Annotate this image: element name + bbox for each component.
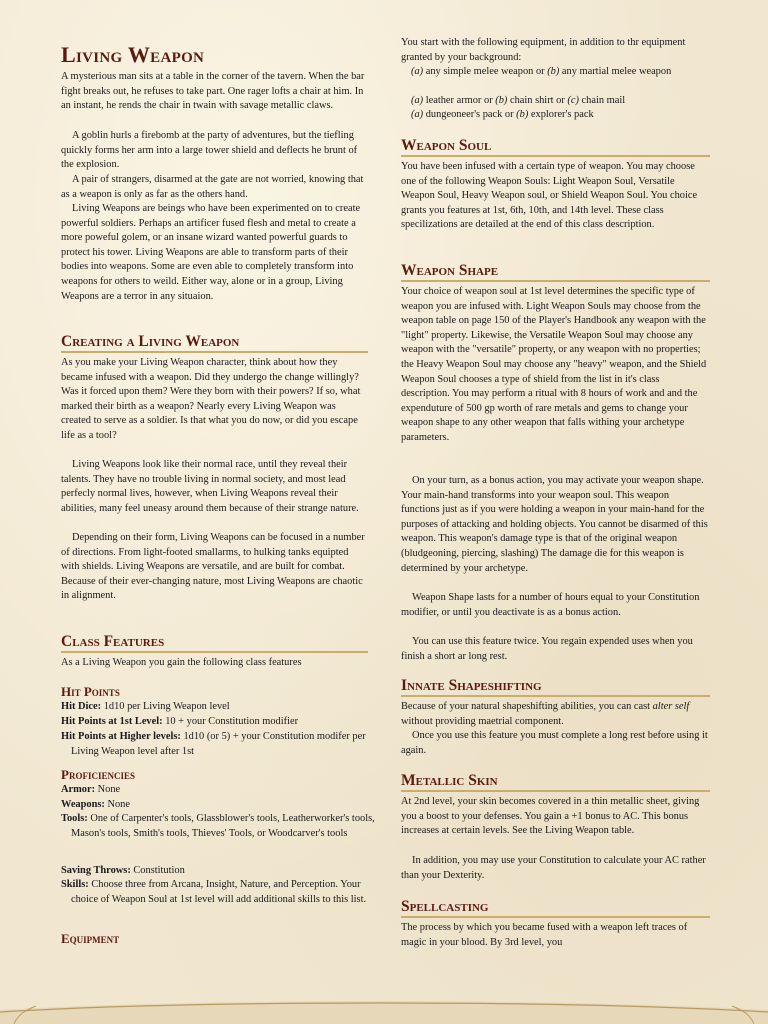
page-title: Living Weapon [61, 42, 205, 67]
weapons-line: Weapons: None [61, 799, 130, 810]
metallic-paragraph-2: In addition, you may use your Constitution to calculate your AC rather than your Dexterity. [401, 855, 706, 881]
skills-line: Skills: Choose three from Arcana, Insight, Nature, and Perception. Your choice of Weapon Soul at 1st level will add additional skills to this list. [61, 879, 367, 905]
class-features-text: As a Living Weapon you gain the following class features [61, 657, 302, 668]
page-footer-ornament [0, 994, 768, 1024]
creating-paragraph-1: As you make your Living Weapon character, think about how they became infused with a weapon. Did they undergo the change willingly? Was it forced upon them? Were they born with their powers? If so, what marked their birth as a weapon? Nearly every Living Weapon was created to serve as a soldier. Is that what you do now, or did you escape life as a tool? [61, 357, 361, 441]
weapon-shape-paragraph-1: Your choice of weapon soul at 1st level determines the specific type of weapon you are infused with. Light Weapon Souls may choose from the weapon table on page 150 of the Player's Handbook any weapon with the "light" property. Likewise, the Versatile Weapon Soul may choose any weapon with the "versatile" property, or any weapon with no properties; the Heavy Weapon Soul may choose any "heavy" weapon, and the Shield Weapon Soul chooses a type of shield from the list in it's class description. You may perform a ritual with 8 hours of work and and the expenduture of 500 gp worth of rare metals and gems to change your weapon shape to any other weapon that falls withing your archetype parameters. [401, 286, 707, 443]
subheading-hit-points: Hit Points [61, 684, 120, 699]
intro-paragraph-4: Living Weapons are beings who have been experimented on to create powerful soldiers. Perhaps an artificer fused flesh and metal to create a more poweful golem, or an insane wizard wanted powerful guards to protect his tower. Living Weapons are able to transform parts of their bodies into weapons. Some are even able to completely transform into weapons for others to weild. Either way, alone or in a group, Living Weapons are a terror in any situaion. [61, 203, 361, 302]
equipment-intro: You start with the following equipment, in addition to thr equipment granted by your background: [401, 37, 686, 63]
intro-paragraph-2: A goblin hurls a firebomb at the party of adventures, but the tiefling quickly forms her arm into a large tower shield and deflects he brunt of the explosion. [61, 130, 358, 171]
section-heading-weapon-soul: Weapon Soul [401, 137, 710, 157]
section-heading-class-features: Class Features [61, 633, 368, 653]
tools-line: Tools: One of Carpenter's tools, Glassblower's tools, Leatherworker's tools, Mason's tools, Smith's tools, Thieves' Tools, or Woodcarver's tools [61, 813, 375, 839]
spellcasting-text: The process by which you became fused with a weapon left traces of magic in your blood. By 3rd level, you [401, 922, 688, 948]
intro-paragraph-1: A mysterious man sits at a table in the corner of the tavern. When the bar fight breaks out, he refuses to take part. One rager lofts a chair at him. In an instant, he rends the chair in twain with savage metallic claws. [61, 71, 365, 112]
section-heading-spellcasting: Spellcasting [401, 898, 710, 918]
section-heading-metallic-skin: Metallic Skin [401, 772, 710, 792]
hit-points-first-line: Hit Points at 1st Level: 10 + your Constitution modifier [61, 716, 299, 727]
section-heading-weapon-shape: Weapon Shape [401, 262, 710, 282]
creating-paragraph-2: Living Weapons look like their normal race, until they reveal their talents. They have no trouble living in normal society, and most lead perfecly normal lives, however, when Living Weapons reveal their abilities, many feel uneasy around them because of their strange nature. [61, 459, 359, 514]
weapon-shape-paragraph-4: You can use this feature twice. You regain expended uses when you finish a short ar long rest. [401, 636, 693, 662]
equipment-item-3: (a) dungeoneer's pack or (b) explorer's pack [411, 109, 594, 120]
section-heading-innate-shapeshifting: Innate Shapeshifting [401, 677, 710, 697]
hit-points-higher-line: Hit Points at Higher levels: 1d10 (or 5) + your Constitution modifer per Living Weapon level after 1st [61, 731, 366, 757]
subheading-equipment: Equipment [61, 931, 120, 946]
innate-paragraph-1: Because of your natural shapeshifting abilities, you can cast alter self without providing maetrial component. [401, 701, 690, 727]
metallic-paragraph-1: At 2nd level, your skin becomes covered in a thin metallic sheet, giving you a boost to your defenses. You gain a +1 bonus to AC. This bonus increases at certain levels. See the Living Weapon table. [401, 796, 700, 837]
weapon-shape-paragraph-2: On your turn, as a bonus action, you may activate your weapon shape. Your main-hand transforms into your weapon soul. This weapon functions just as if you were holding a weapon in your main-hand for the purposes of attacking and holding objects. You cannot be disarmed of this weapon. This weapon's damage type is that of the original weapon (bludgeoning, piercing, slashing) The damage die for this weapon is determined by your archetype. [401, 475, 708, 574]
weapon-shape-paragraph-3: Weapon Shape lasts for a number of hours equal to your Constitution modifier, or until you deactivate is as a bonus action. [401, 592, 700, 618]
section-heading-creating: Creating a Living Weapon [61, 333, 368, 353]
equipment-item-1: (a) any simple melee weapon or (b) any martial melee weapon [411, 66, 672, 77]
footer-flourish-icon [0, 984, 768, 1024]
creating-paragraph-3: Depending on their form, Living Weapons can be focused in a number of directions. From light-footed smallarms, to hulking tanks equipted with shields. Living Weapons are versatile, and are built for combat. Because of their ever-changing nature, most Living Weapons are chaotic in alignment. [61, 532, 365, 602]
saving-throws-line: Saving Throws: Constitution [61, 865, 185, 876]
weapon-soul-text: You have been infused with a certain type of weapon. You may choose one of the following Weapon Souls: Light Weapon Soul, Versatile Weapon Soul, Heavy Weapon soul, or Shield Weapon Soul. You choice grants you features at 1st, 6th, 10th, and 14th level. These class specilizations are detailed at the end of this class description. [401, 161, 698, 231]
innate-paragraph-2: Once you use this feature you must complete a long rest before using it again. [401, 730, 708, 756]
armor-line: Armor: None [61, 784, 121, 795]
hit-dice-line: Hit Dice: 1d10 per Living Weapon level [61, 701, 230, 712]
intro-paragraph-3: A pair of strangers, disarmed at the gate are not worried, knowing that as a weapon is only as far as the others hand. [61, 174, 364, 200]
equipment-item-2: (a) leather armor or (b) chain shirt or (c) chain mail [411, 95, 626, 106]
subheading-proficiencies: Proficiencies [61, 767, 135, 782]
